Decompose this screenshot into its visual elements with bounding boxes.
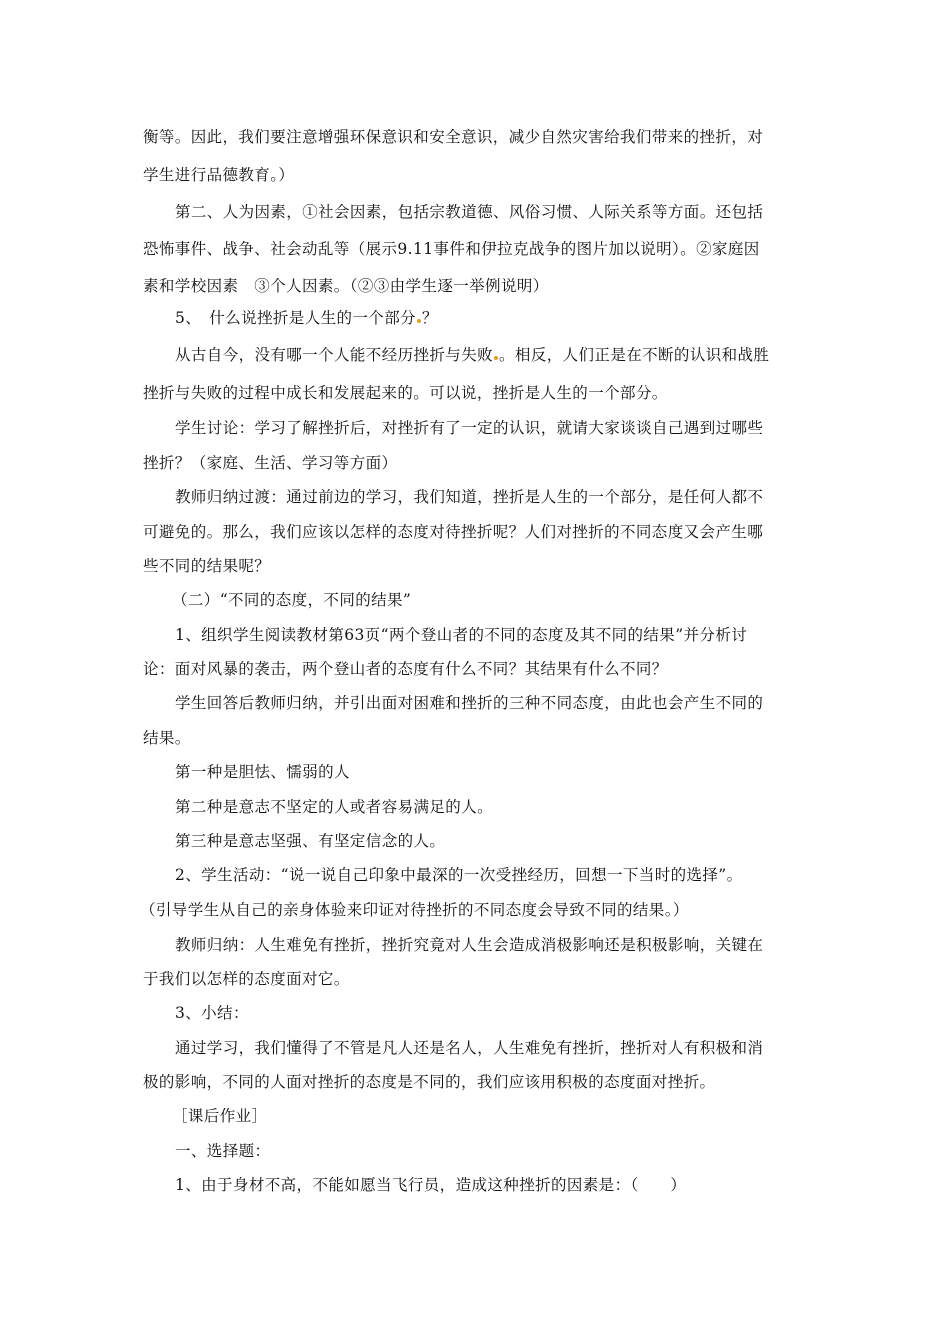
paragraph-line: 论：面对风暴的袭击，两个登山者的态度有什么不同？其结果有什么不同？ — [143, 660, 668, 678]
paragraph-line: 可避免的。那么，我们应该以怎样的态度对待挫折呢？人们对挫折的不同态度又会产生哪 — [143, 523, 764, 541]
question-mark: ？ — [422, 309, 438, 327]
section-heading: （二）“不同的态度，不同的结果” — [172, 591, 412, 609]
paragraph-line: 学生进行品德教育。） — [143, 166, 295, 184]
paragraph-line: 于我们以怎样的态度面对它。 — [143, 970, 350, 988]
list-item: 第一种是胆怯、懦弱的人 — [175, 763, 350, 781]
paragraph-part: 。相反，人们正是在不断的认识和战胜 — [499, 346, 770, 364]
paragraph-part: 从古自今，没有哪一个人能不经历挫折与失败 — [175, 346, 494, 364]
paragraph-line: 恐怖事件、战争、社会动乱等（展示9.11事件和伊拉克战争的图片加以说明）。②家庭因 — [143, 240, 760, 258]
paragraph-line: 教师归纳：人生难免有挫折，挫折究竟对人生会造成消极影响还是积极影响，关键在 — [175, 936, 764, 954]
paragraph-line: 学生讨论：学习了解挫折后，对挫折有了一定的认识，就请大家谈谈自己遇到过哪些 — [175, 419, 764, 437]
summary-heading: 3、小结： — [175, 1004, 249, 1022]
paragraph-line: 衡等。因此，我们要注意增强环保意识和安全意识，减少自然灾害给我们带来的挫折，对 — [143, 128, 764, 146]
paragraph-line: 挫折与失败的过程中成长和发展起来的。可以说，挫折是人生的一个部分。 — [143, 384, 668, 402]
question-text: 5、 什么说挫折是人生的一个部分 — [175, 309, 417, 327]
paragraph-line: 教师归纳过渡：通过前边的学习，我们知道，挫折是人生的一个部分，是任何人都不 — [175, 488, 764, 506]
paragraph-line: 素和学校因素 ③个人因素。（②③由学生逐一举例说明） — [143, 277, 549, 295]
list-item: 第三种是意志坚强、有坚定信念的人。 — [175, 832, 446, 850]
question-item: 1、由于身材不高，不能如愿当飞行员，造成这种挫折的因素是：（ ） — [175, 1176, 687, 1194]
question-type-heading: 一、选择题： — [175, 1142, 271, 1160]
paragraph-line: 1、组织学生阅读教材第63页“两个登山者的不同的态度及其不同的结果”并分析讨 — [175, 626, 748, 644]
paragraph-line: （引导学生从自己的亲身体验来印证对待挫折的不同态度会导致不同的结果。） — [140, 901, 689, 919]
question-heading — [175, 308, 845, 328]
paragraph-line: 2、学生活动：“说一说自己印象中最深的一次受挫经历，回想一下当时的选择”。 — [175, 866, 743, 884]
paragraph-line — [175, 345, 845, 365]
homework-heading: ［课后作业］ — [172, 1107, 268, 1125]
highlight-dot-icon — [417, 319, 421, 323]
list-item: 第二种是意志不坚定的人或者容易满足的人。 — [175, 798, 494, 816]
paragraph-line: 学生回答后教师归纳，并引出面对困难和挫折的三种不同态度，由此也会产生不同的 — [175, 694, 764, 712]
paragraph-line: 些不同的结果呢？ — [143, 557, 271, 575]
paragraph-line: 极的影响，不同的人面对挫折的态度是不同的，我们应该用积极的态度面对挫折。 — [143, 1073, 716, 1091]
highlight-dot-icon — [494, 356, 498, 360]
paragraph-line: 第二、人为因素，①社会因素，包括宗教道德、风俗习惯、人际关系等方面。还包括 — [175, 203, 764, 221]
paragraph-line: 挫折？（家庭、生活、学习等方面） — [143, 454, 398, 472]
paragraph-line: 通过学习，我们懂得了不管是凡人还是名人，人生难免有挫折，挫折对人有积极和消 — [175, 1039, 764, 1057]
paragraph-line: 结果。 — [143, 729, 191, 747]
